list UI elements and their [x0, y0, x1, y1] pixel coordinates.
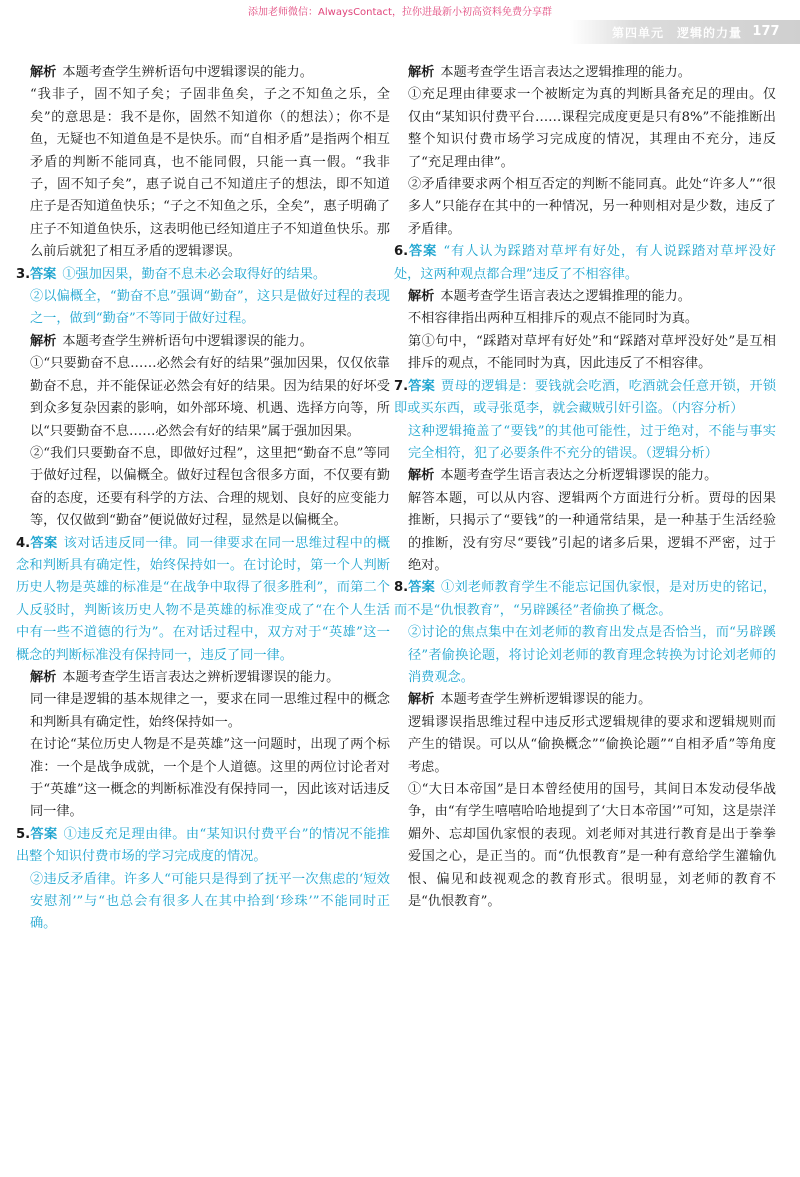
answer-label: 答案 [30, 266, 57, 282]
answer-paragraph [394, 376, 776, 421]
answer-paragraph [16, 264, 390, 286]
question-number: 5. [16, 826, 31, 842]
unit-title: 第四单元 逻辑的力量 [611, 26, 742, 40]
question-number: 7. [394, 378, 409, 394]
paragraph-text: ②“我们只要勤奋不息，即做好过程”，这里把“勤奋不息”等同于做好过程，以偏概全。做好过程包含很多方面，不仅要有勤奋的态度，还要有科学的方法、合理的规划、良好的应变能力等，仅仅做到“勤奋”便说做好过程，显然是以偏概全。 [30, 445, 390, 529]
paragraph-text: “有人认为踩踏对草坪有好处，有人说踩踏对草坪没好处，这两种观点都合理”违反了不相容律。 [394, 244, 776, 282]
paragraph-text: 本题考查学生语言表达之分析逻辑谬误的能力。 [440, 468, 718, 484]
page-number: 177 [752, 24, 780, 39]
answer-label: 答案 [408, 378, 436, 394]
analysis-paragraph [408, 331, 776, 376]
paragraph-text: 第①句中，“踩踏对草坪有好处”和“踩踏对草坪没好处”是互相排斥的观点，不能同时为真，因此违反了不相容律。 [408, 333, 776, 372]
analysis-label: 解析 [30, 333, 57, 349]
paragraph-text: ①违反充足理由律。由“某知识付费平台”的情况不能推出整个知识付费市场的学习完成度的情况。 [16, 826, 390, 865]
paragraph-text: ①充足理由律要求一个被断定为真的判断具备充足的理由。仅仅由“某知识付费平台……课程完成度更是只有8%”不能推断出整个知识付费市场学习完成度的情况，其理由不充分，违反了“充足理由律”。 [408, 87, 776, 170]
paragraph-text: 本题考查学生辨析语句中逻辑谬误的能力。 [62, 333, 313, 349]
analysis-paragraph [408, 488, 776, 578]
analysis-label: 解析 [408, 692, 435, 708]
paragraph-text: 不相容律指出两种互相排斥的观点不能同时为真。 [408, 311, 699, 327]
analysis-paragraph [30, 84, 390, 263]
answer-paragraph [394, 577, 776, 622]
paragraph-text: “我非子，固不知子矣；子固非鱼矣，子之不知鱼之乐，全矣”的意思是：我不是你，固然不知道你（的想法）；你不是鱼，无疑也不知道鱼是不是快乐。而“自相矛盾”是指两个相互矛盾的判断不能同真，也不能同假，只能一真一假。“我非子，固不知子矣”，惠子说自己不知道庄子的想法，即不知道庄子是否知道鱼快乐；“子之不知鱼之乐，全矣”，惠子明确了庄子不知道鱼快乐，这表明他已经知道庄子不知道鱼快乐。那么前后就犯了相互矛盾的逻辑谬误。 [30, 87, 390, 260]
paragraph-text: ②违反矛盾律。许多人“可能只是得到了抚平一次焦虑的‘短效安慰剂’”与“也总会有很多人在其中拾到‘珍珠’”不能同时正确。 [30, 871, 390, 932]
analysis-paragraph [30, 689, 390, 734]
analysis-label: 解析 [408, 289, 435, 305]
answer-paragraph [16, 824, 390, 869]
analysis-paragraph [408, 84, 776, 174]
right-column [394, 62, 777, 913]
paragraph-text: 在讨论“某位历史人物是不是英雄”这一问题时，出现了两个标准：一个是战争成就，一个是个人道德。这里的两位讨论者对于“英雄”这一概念的判断标准没有保持同一，因此该对话违反同一律。 [30, 737, 390, 820]
analysis-label: 解析 [30, 65, 57, 80]
analysis-paragraph [408, 779, 776, 913]
answer-label: 答案 [408, 244, 438, 260]
answer-label: 答案 [30, 826, 58, 842]
answer-paragraph [394, 241, 776, 286]
paragraph-text: 同一律是逻辑的基本规律之一，要求在同一思维过程中的概念和判断具有确定性，始终保持如一。 [30, 692, 390, 730]
analysis-label: 解析 [408, 65, 435, 80]
analysis-paragraph [408, 689, 776, 711]
answer-paragraph [408, 421, 776, 466]
paragraph-text: ②以偏概全，“勤奋不息”强调“勤奋”，这只是做好过程的表现之一，做到“勤奋”不等同于做好过程。 [30, 289, 390, 327]
question-number: 3. [16, 266, 31, 282]
paragraph-text: 本题考查学生语言表达之逻辑推理的能力。 [440, 65, 691, 80]
analysis-paragraph [30, 331, 390, 353]
paragraph-text: 逻辑谬误指思维过程中违反形式逻辑规律的要求和逻辑规则而产生的错误。可以从“偷换概念”“偷换论题”“自相矛盾”等角度考虑。 [408, 714, 776, 775]
paragraph-text: 这种逻辑掩盖了“要钱”的其他可能性，过于绝对，不能与事实完全相符，犯了必要条件不充分的错误。（逻辑分析） [408, 423, 776, 461]
question-number: 8. [394, 580, 409, 596]
analysis-paragraph [408, 465, 776, 487]
page-header [570, 20, 800, 44]
answer-paragraph [408, 622, 776, 689]
paragraph-text: ②矛盾律要求两个相互否定的判断不能同真。此处“许多人”“很多人”只能存在其中的一种情况，另一种则相对是少数，违反了矛盾律。 [408, 177, 776, 237]
answer-paragraph [30, 869, 390, 936]
analysis-paragraph [30, 443, 390, 533]
paragraph-text: 贾母的逻辑是：要钱就会吃酒，吃酒就会任意开锁，开锁即或买东西，或寻张觅李，就会藏贼引奸引盗。（内容分析） [394, 378, 777, 417]
paragraph-text: ①强加因果，勤奋不息未必会取得好的结果。 [62, 266, 327, 282]
answer-paragraph [16, 533, 390, 667]
analysis-paragraph [408, 286, 776, 308]
paragraph-text: ②讨论的焦点集中在刘老师的教育出发点是否恰当，而“另辟蹊径”者偷换论题，将讨论刘老师的教育理念转换为讨论刘老师的消费观念。 [408, 625, 776, 685]
analysis-label: 解析 [30, 669, 57, 685]
analysis-paragraph [408, 174, 776, 241]
left-column [16, 62, 391, 936]
analysis-paragraph [30, 353, 390, 443]
analysis-paragraph [30, 667, 390, 689]
answer-label: 答案 [408, 580, 436, 596]
paragraph-text: 该对话违反同一律。同一律要求在同一思维过程中的概念和判断具有确定性，始终保持如一。在讨论时，第一个人判断历史人物是英雄的标准是“在战争中取得了很多胜利”，而第二个人反驳时，判断该历史人物不是英雄的标准变成了“在个人生活中有一些不道德的行为”。在对话过程中，双方对于“英雄”这一概念的判断标准没有保持同一，违反了同一律。 [16, 535, 391, 663]
analysis-paragraph [408, 712, 776, 779]
paragraph-text: ①“大日本帝国”是日本曾经使用的国号，其间日本发动侵华战争，由“有学生嘻嘻哈哈地提到了‘大日本帝国’”可知，这是崇洋媚外、忘却国仇家恨的表现。刘老师对其进行教育是出于拳拳爱国之心，是正当的。而“仇恨教育”是一种有意给学生灌输仇恨、偏见和歧视观念的教育形式。很明显，刘老师的教育不是“仇恨教育”。 [408, 782, 776, 910]
paragraph-text: 解答本题，可以从内容、逻辑两个方面进行分析。贾母的因果推断，只揭示了“要钱”的一种通常结果，是一种基于生活经验的推断，没有穷尽“要钱”引起的诸多后果，逻辑不严密，过于绝对。 [408, 490, 776, 573]
paragraph-text: 本题考查学生语言表达之逻辑推理的能力。 [440, 289, 691, 305]
analysis-label: 解析 [408, 468, 435, 484]
analysis-paragraph [30, 62, 390, 84]
analysis-paragraph [30, 734, 390, 824]
paragraph-text: 本题考查学生语言表达之辨析逻辑谬误的能力。 [62, 669, 340, 685]
paragraph-text: 本题考查学生辨析逻辑谬误的能力。 [440, 692, 652, 708]
analysis-paragraph [408, 308, 776, 330]
question-number: 6. [394, 244, 409, 260]
question-number: 4. [16, 535, 31, 551]
analysis-paragraph [408, 62, 776, 84]
paragraph-text: ①刘老师教育学生不能忘记国仇家恨，是对历史的铭记，而不是“仇恨教育”，“另辟蹊径”者偷换了概念。 [394, 580, 777, 618]
paragraph-text: ①“只要勤奋不息……必然会有好的结果”强加因果，仅仅依靠勤奋不息，并不能保证必然会有好的结果。因为结果的好坏受到众多复杂因素的影响，如外部环境、机遇、选择方向等，所以“只要勤奋不息……必然会有好的结果”属于强加因果。 [30, 356, 390, 439]
paragraph-text: 本题考查学生辨析语句中逻辑谬误的能力。 [62, 65, 313, 80]
top-note: 添加老师微信：AlwaysContact，拉你进最新小初高资料免费分享群 [248, 7, 552, 18]
answer-paragraph [30, 286, 390, 331]
answer-label: 答案 [30, 535, 58, 551]
